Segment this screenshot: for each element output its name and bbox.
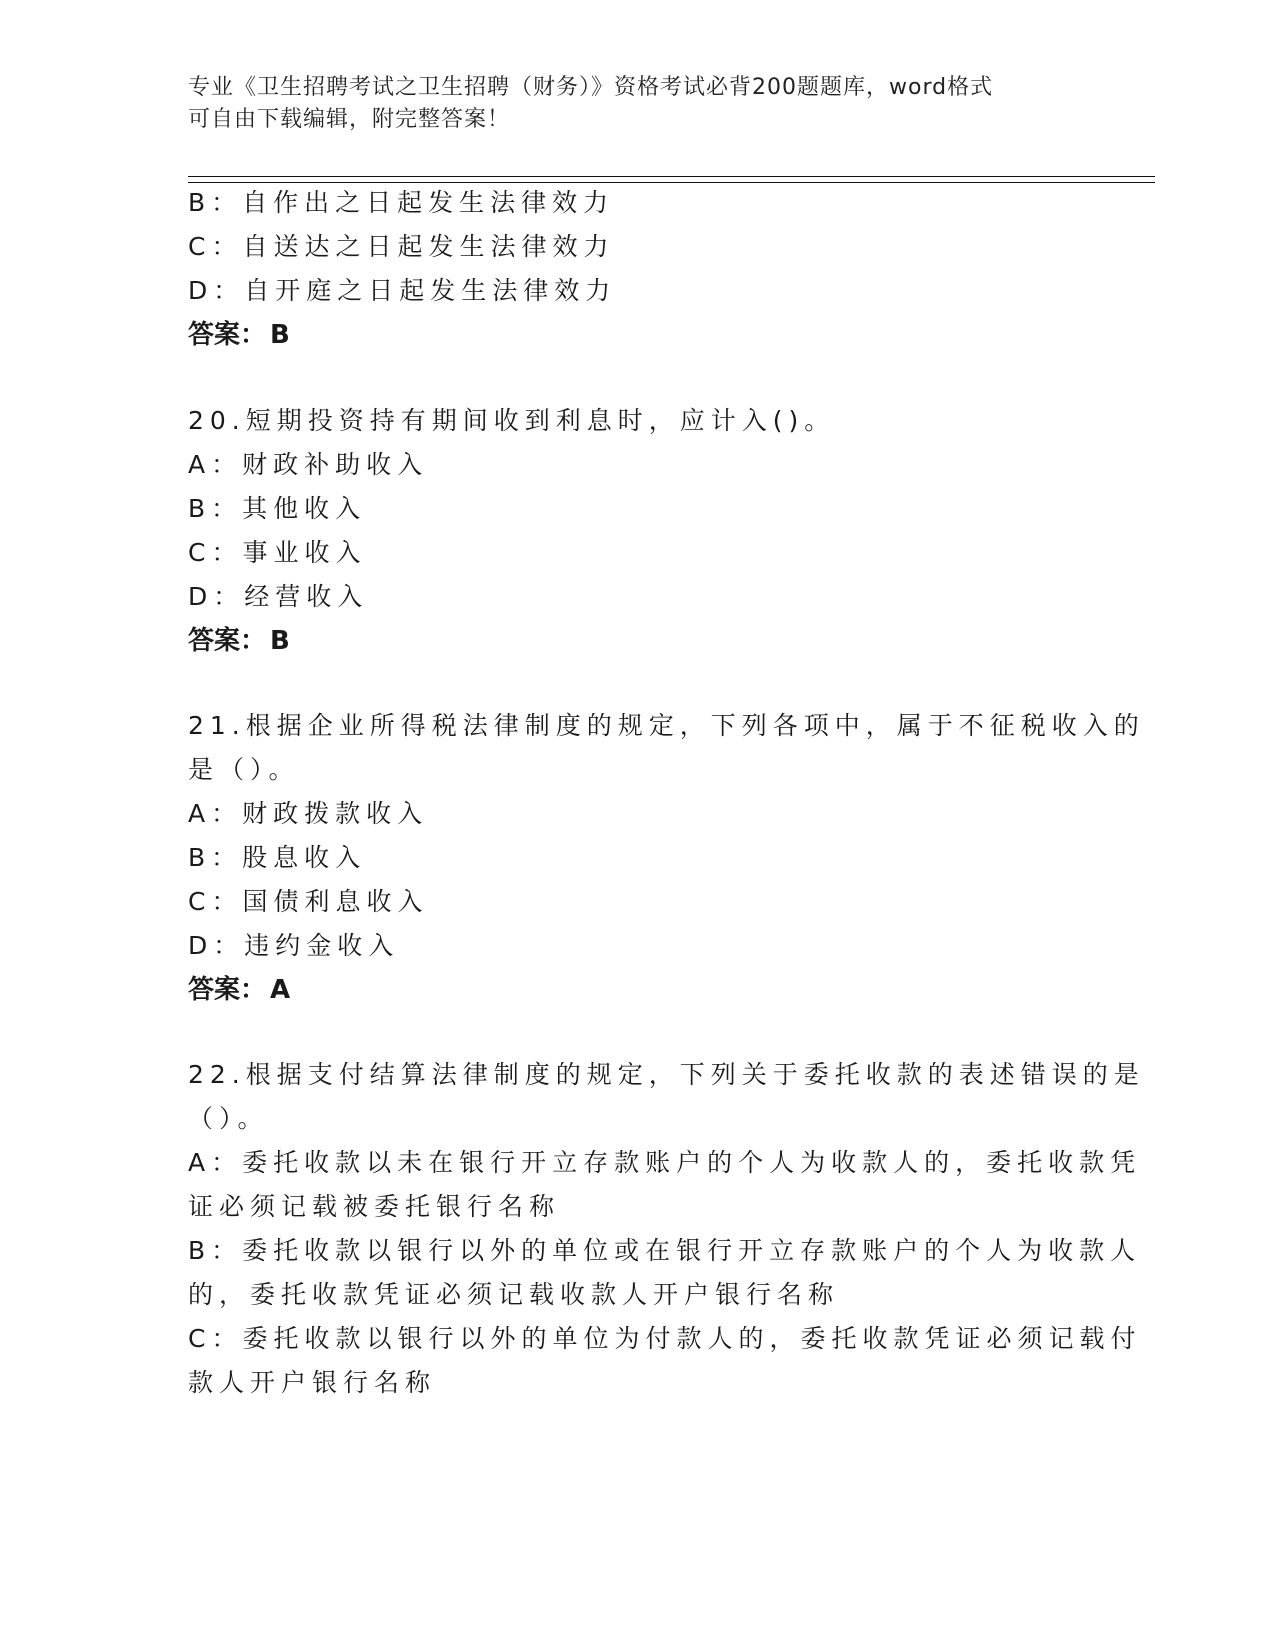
document-header: [188, 72, 1088, 136]
q21-answer: [188, 975, 290, 1005]
q20-option-c: C：事业收入: [188, 538, 367, 567]
answer-value: A: [270, 975, 291, 1005]
q21-option-c: C：国债利息收入: [188, 887, 429, 916]
q22-option-a-line-1: A：委托收款以未在银行开立存款账户的个人为收款人的，委托收款凭: [188, 1148, 1142, 1177]
q22-option-a-line-2: 证必须记载被委托银行名称: [188, 1192, 561, 1221]
answer-label: 答案：: [188, 975, 267, 1005]
q20-option-b: B：其他收入: [188, 494, 367, 523]
prev-option-d: D：自开庭之日起发生法律效力: [188, 276, 617, 305]
header-line-2: 可自由下载编辑，附完整答案！: [188, 107, 511, 132]
answer-value: B: [270, 626, 290, 656]
q22-option-c-line-2: 款人开户银行名称: [188, 1368, 437, 1397]
q21-option-d: D：违约金收入: [188, 931, 400, 960]
q22-stem-line-1: 22.根据支付结算法律制度的规定，下列关于委托收款的表述错误的是: [188, 1060, 1145, 1089]
q20-option-d: D：经营收入: [188, 582, 369, 611]
q21-option-a: A：财政拨款收入: [188, 799, 429, 828]
prev-option-c: C：自送达之日起发生法律效力: [188, 232, 615, 261]
prev-answer: [188, 320, 290, 350]
prev-option-b: B：自作出之日起发生法律效力: [188, 188, 615, 217]
q22-stem-line-2: （）。: [188, 1104, 269, 1133]
q22-option-b-line-1: B：委托收款以银行以外的单位或在银行开立存款账户的个人为收款人: [188, 1236, 1142, 1265]
header-line-1: 专业《卫生招聘考试之卫生招聘（财务）》资格考试必背200题题库，word格式: [188, 75, 994, 100]
answer-label: 答案：: [188, 626, 267, 656]
answer-label: 答案：: [188, 320, 267, 350]
q22-option-c-line-1: C：委托收款以银行以外的单位为付款人的，委托收款凭证必须记载付: [188, 1324, 1142, 1353]
q20-option-a: A：财政补助收入: [188, 450, 429, 479]
q21-option-b: B：股息收入: [188, 843, 367, 872]
q20-stem: 20.短期投资持有期间收到利息时，应计入()。: [188, 406, 836, 435]
header-divider-top: [188, 176, 1155, 177]
q21-stem-line-1: 21.根据企业所得税法律制度的规定，下列各项中，属于不征税收入的: [188, 711, 1145, 740]
q20-answer: [188, 626, 290, 656]
answer-value: B: [270, 320, 290, 350]
q21-stem-line-2: 是（）。: [188, 755, 300, 784]
header-divider-bottom: [188, 182, 1155, 183]
q22-option-b-line-2: 的，委托收款凭证必须记载收款人开户银行名称: [188, 1280, 840, 1309]
